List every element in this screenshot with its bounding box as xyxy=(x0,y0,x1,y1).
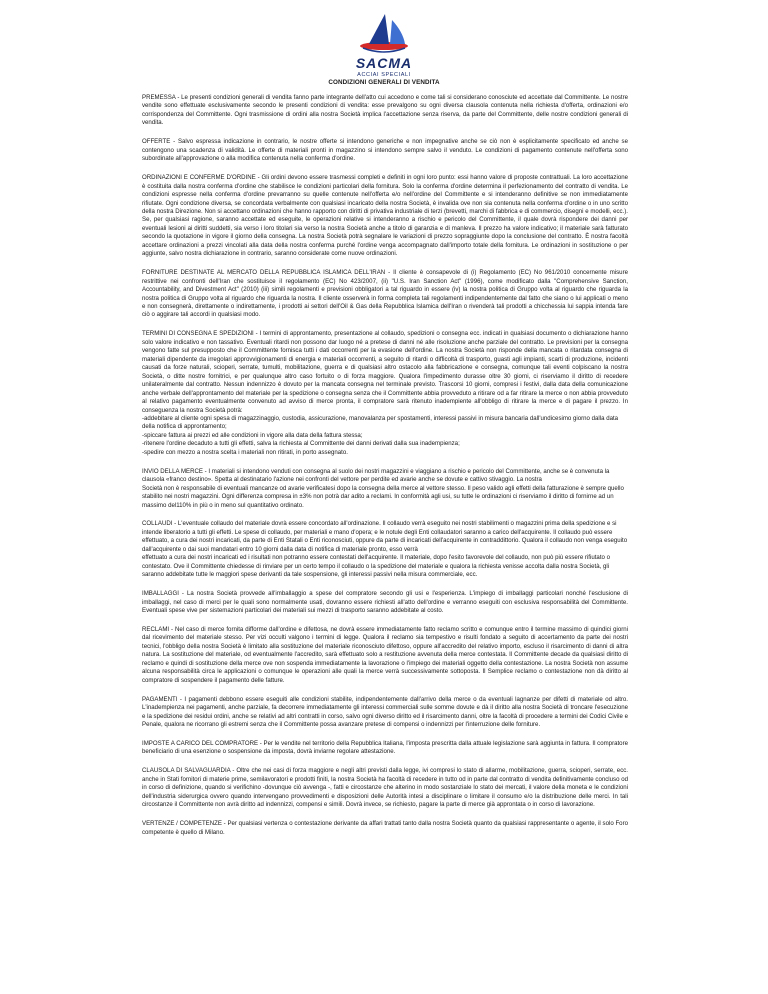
paragraph-offerte: OFFERTE - Salvo espressa indicazione in contrario, le nostre offerte si intendono generiche e non impegnative anche se ciò non è esplicitamente specificato ed anche se contengono una scadenza di validità. Le offerte di materiali pronti in magazzino si intendono sempre salvo il venduto. Le condizioni di pagamento contenute nell'offerta sono subordinate all'approvazione o alla modifica contenuta nella conferma d'ordine. xyxy=(142,138,628,163)
company-logo xyxy=(345,8,423,84)
list-item: -spedire con mezzo a nostra scelta i materiali non ritirati, in porto assegnato. xyxy=(142,448,348,456)
logo-name: SACMA xyxy=(355,55,413,71)
page-title: CONDIZIONI GENERALI DI VENDITA xyxy=(328,79,440,86)
logo-subtitle: ACCIAI SPECIALI xyxy=(357,72,411,78)
paragraph-invio-merce: INVIO DELLA MERCE - I materiali si intendono venduti con consegna al suolo dei nostri magazzini e viaggiano a rischio e pericolo del Committente, anche se è convenuta la clausola «franco destino». Spetta al destinatario l'azione nei confronti del vettore per perdite ed avarie anche se dovute e cattivo stivaggio. La nostra xyxy=(142,467,610,484)
paragraph-vertenze: VERTENZE / COMPETENZE - Per qualsiasi vertenza o contestazione derivante da affari trattati tanto dalla nostra Società quanto da qualsiasi rappresentante o agente, il solo Foro competente è quello di Milano. xyxy=(142,820,628,836)
paragraph-imballaggi: IMBALLAGGI - La nostra Società provvede all'imballaggio a spese del compratore secondo gli usi e l'esperienza. L'impiego di imballaggi particolari nonché l'esclusione di imballaggi, nel caso di merci per le quali sono normalmente usati, dovranno essere richiesti all'atto dell'ordine e verranno eseguiti con esclusiva responsabilità del Committente. Eventuali spese vive per sistemazioni particolari dei materiali sui mezzi di trasporto saranno addebitate al costo. xyxy=(142,590,628,615)
paragraph-collaudi-cont: effettuato a cura dei nostri incaricati ed i risultati non potranno essere contestati dell'acquirente. Il materiale, dopo l'esito favorevole del collaudo, non può più essere rifiutato o contestato. Ove il Committente chiedesse di rinviare per un certo tempo il collaudo o la spedizione del materiale e qualora la richiesta venisse accolta dalla nostra Società, gli saranno addebitate tutte le maggiori spese derivanti da tale sospensione, gli interessi passivi nella misura commerciale, ecc. xyxy=(142,554,610,579)
paragraph-termini-consegna: TERMINI DI CONSEGNA E SPEDIZIONI - I termini di approntamento, presentazione al collaudo, spedizioni o consegna ecc. indicati in qualsiasi documento o dichiarazione hanno solo valore indicativo e non tassativo. Eventuali ritardi non possono dar luogo né a pretese di danni né alle risoluzione anche parziale del contratto. Le previsioni per la consegna vengono fatte sul presupposto che il Committente fornisca tutti i dati occorrenti per la evasione dell'ordine. La nostra Società non risponde della mancata o ritardata consegna di materiali dipendente da irregolari approvvigionamenti di energia e materiali occorrenti, a seguito di ritardi o difficoltà di trasporto, guasti agli impianti, scarti di produzione, incidenti causati da forze naturali, scioperi, serrate, tumulti, mobilitazione, guerra e di qualsiasi altro ostacolo alla fabbricazione e consegna, comunque tali eventi colpiscano la nostra Società, o ditte nostre fornitrici, e per qualunque altro caso fortuito o di forza maggiore. Qualora l'impedimento durasse oltre 30 giorni, ci riserviamo il diritto di recedere unilateralmente dal contratto. Nessun indennizzo è dovuto per la mancata consegna nel terminale previsto. Trascorsi 10 giorni, compresi i festivi, dalla data della comunicazione anche verbale dell'approntamento del materiale per la spedizione o consegna senza che il Committente abbia provveduto a ritirare od a far ritirare la merce o non abbia provveduto al relativo pagamento eventualmente convenuto ad avviso di merce pronta, il compratore sarà ritenuto inadempiente all'obbligo di ritirare la merce e di pagare il prezzo. In conseguenza la nostra Società potrà: xyxy=(142,330,628,414)
sail-boat-icon xyxy=(345,8,423,58)
list-item: -addebitare al cliente ogni spesa di magazzinaggio, custodia, assicurazione, manovalanza per spostamenti, interessi passivi in misura bancaria dall'undicesimo giorno dalla data della notifica di approntamento; xyxy=(142,414,619,431)
paragraph-imposte: IMPOSTE A CARICO DEL COMPRATORE - Per le vendite nel territorio della Repubblica Italiana, l'imposta prescritta dalla attuale legislazione sarà aggiunta in fattura. Il compratore beneficiario di una esenzione o sospensione da imposta, dovrà inviarne regolare attestazione. xyxy=(142,740,628,756)
paragraph-clausola-salvaguardia: CLAUSOLA DI SALVAGUARDIA - Oltre che nei casi di forza maggiore e negli altri previsti dalla legge, ivi compresi lo stato di allarme, mobilitazione, guerra, scioperi, serrate, ecc. anche in Stati fornitori di materie prime, semilavoratori e prodotti finiti, la nostra Società ha facoltà di recedere in tutto od in parte dal contratto di vendita definitivamente concluso od in corso di definizione, quando si verifichino -dovunque ciò avvenga -, fatti e circostanze che alterino in modo sostanziale lo stato dei mercati, il valore della moneta e le condizioni dell'industria siderurgica ovvero quando intervengano provvedimenti e disposizioni delle Autorità intesi a disciplinare o limitare il consumo e/o la distribuzione delle merci. In tali circostanze il Committente non avrà diritto ad indennizzi, compensi e simili. Dovrà invece, se richiesto, pagare la parte di merce già approntata o in corso di lavorazione. xyxy=(142,767,628,809)
paragraph-invio-merce-cont: Società non è responsabile di eventuali mancanze od avarie verificatesi dopo la consegna della merce al vettore stesso. Il peso valido agli effetti della fatturazione è sempre quello stabilito nei nostri magazzini. Ogni differenza compresa in ±3% non potrà dar adito a reclami. In conformità agli usi, su tutte le ordinazioni ci riserviamo il diritto di fornirne ad un massimo del110% in più o in meno sul quantitativo ordinato. xyxy=(142,484,624,509)
paragraph-premessa: PREMESSA - Le presenti condizioni generali di vendita fanno parte integrante dell'atto cui accedono e come tali si considerano conosciute ed accettate dal Committente. Le nostre vendite sono effettuate esclusivamente secondo le presenti condizioni di vendita: esse prevalgono su ogni diversa clausola contenuta nella richiesta d'offerta, ordinazioni e/o corrispondenza del Committente. Ogni trasmissione di ordini alla nostra Società implica l'accettazione senza riserva, da parte del Committente, delle nostre condizioni generali di vendita. xyxy=(142,94,628,127)
paragraph-collaudi: COLLAUDI - L'eventuale collaudo del materiale dovrà essere concordato all'ordinazione. Il collaudo verrà eseguito nei nostri stabilimenti o magazzini prima della spedizione e si intende liberatorio a tutti gli effetti. Le spese di collaudo, per materiali e mano d'opera; e le notule degli Enti collaudatori saranno a carico dell'acquirente. Il collaudo può essere effettuato, a cura dei nostri incaricati, da parte di Enti Statali o Enti riconosciuti, oppure da parte di incaricati dell'acquirente in contraddittorio. Qualora il collaudo non venga eseguito dall'acquirente o dai suoi mandatari entro 10 giorni dalla data di notifica di materiale pronto, esso verrà xyxy=(142,520,628,553)
paragraph-ordinazioni: ORDINAZIONI E CONFERME D'ORDINE - Gli ordini devono essere trasmessi completi e definiti in ogni loro punto: essi hanno valore di proposte contrattuali. La loro accettazione è costituita dalla nostra conferma d'ordine che stabilisce le condizioni particolari della fornitura. Solo la conferma d'ordine determina il perfezionamento del contratto di vendita. Le condizioni espresse nella conferma d'ordine prevarranno su quelle contenute nell'offerta e/o nell'ordine del Committente e si intenderanno definitive se non immediatamente rifiutate. Ogni condizione diversa, se concordata verbalmente con qualsiasi incaricato della nostra Società, è invalida ove non sia contenuta nella conferma d'ordine o in uno scritto della nostra Direzione. Non si accettano ordinazioni che hanno rapporto con diritti di privativa industriale di terzi (brevetti, marchi di fabbrica e di commercio, disegni e modelli, ecc.). Se, per qualsiasi ragione, saranno accettate ed eseguite, le operazioni relative si intenderanno a rischio e pericolo del Committente, il quale dovrà rispondere dei danni per eventuali lesioni ai diritti suddetti, sia verso i loro titolari sia verso la nostra Società anche a titolo di garanzia e di manleva. Il prezzo ha valore indicativo; il materiale sarà fatturato secondo la quotazione in vigore il giorno della consegna. La nostra Società potrà segnalare le variazioni di prezzo sopraggiunte dopo la conclusione del contratto. È nostra facoltà accettare ordinazioni a prezzi vincolati alla data della nostra conferma purché l'ordine venga accompagnato dall'importo totale della fornitura. Le ordinazioni in sostituzione o per aggiunte, salvo nostra dichiarazione in contrario, saranno considerate come nuove ordinazioni. xyxy=(142,174,628,258)
paragraph-forniture-iran: FORNITURE DESTINATE AL MERCATO DELLA REPUBBLICA ISLAMICA DELL'IRAN - Il cliente è consapevole di (i) Regolamento (EC) No 961/2010 concernente misure restrittive nei confronti dell'Iran che sostituisce il regolamento (EC) No 423/2007, (ii) "U.S. Iran Sanction Act" (1996), come modificato dalla "Comprehensive Sanction, Accountability, and Divestment Act" (2010) (iii) simili regolamenti e previsioni obbligatori a tal riguardo in essere (iv) la nostra politica di Gruppo volta al riguardo che riguarda la nostra politica di Gruppo volta al riguardo che riguarda la nostra. Il cliente osserverà in forma completa tali regolamenti indipendentemente dal fatto che siano o lui applicati o meno e non consegnerà, direttamente o indirettamente, i prodotti ai settori dell'Oil & Gas della Repubblica Islamica dell'Iran o rivenderà tali prodotti a chicchessia lui sappia intenda fare ciò o aggirare tali accordi in qualsiasi modo. xyxy=(142,269,628,319)
paragraph-pagamenti: PAGAMENTI - I pagamenti debbono essere eseguiti alle condizioni stabilite, indipendentemente dall'arrivo della merce o da eventuali lagnanze per difetti di materiale od altro. L'inadempienza nei pagamenti, anche parziale, fa decorrere immediatamente gli interessi commerciali sulle somme dovute e dà il diritto alla nostra Società di troncare l'esecuzione e la spedizione dei residui ordini, anche se relativi ad altri contratti in corso, salvo ogni diverso diritto ed il risarcimento danni, oltre la facoltà di procedere a termini dei Codici Civile e Penale, qualora ne ricorrano gli estremi senza che il Committente possa avanzare pretese di compensi o indennizzi per l'interruzione delle forniture. xyxy=(142,695,628,729)
document-body xyxy=(142,94,628,848)
list-item: -ritenere l'ordine decaduto a tutti gli effetti, salva la richiesta al Committente dei danni derivati dalla sua inadempienza; xyxy=(142,440,460,448)
paragraph-reclami: RECLAMI - Nel caso di merce fornita difforme dall'ordine e difettosa, ne dovrà essere immediatamente fatto reclamo scritto e comunque entro il termine massimo di quindici giorni dal ricevimento del materiale stesso. Per vizi occulti valgono i termini di legge. Qualora il reclamo sia tempestivo e risulti fondato a seguito di accertamento da parte dei nostri tecnici, l'obbligo della nostra Società è limitato alla sostituzione del materiale riconosciuto difettoso, oppure all'accredito del relativo importo, escluso il risarcimento di danni di altra natura. La sostituzione del materiale, od eventualmente l'accredito, sarà effettuato solo a restituzione avvenuta della merce contestata. Il Committente decade da qualsiasi diritto di reclamo e quindi di sostituzione della merce ove non sospenda immediatamente la lavorazione o l'impiego dei materiali oggetto della contestazione. La nostra Società non assume alcuna responsabilità circa le applicazioni o comunque le operazioni alle quali la merce verrà successivamente sottoposta. Il Semplice reclamo o contestazione non dà diritto al compratore di sospendere il pagamento delle fatture. xyxy=(142,626,628,684)
list-item: -spiccare fattura ai prezzi ed alle condizioni in vigore alla data della fattura stessa; xyxy=(142,431,363,439)
